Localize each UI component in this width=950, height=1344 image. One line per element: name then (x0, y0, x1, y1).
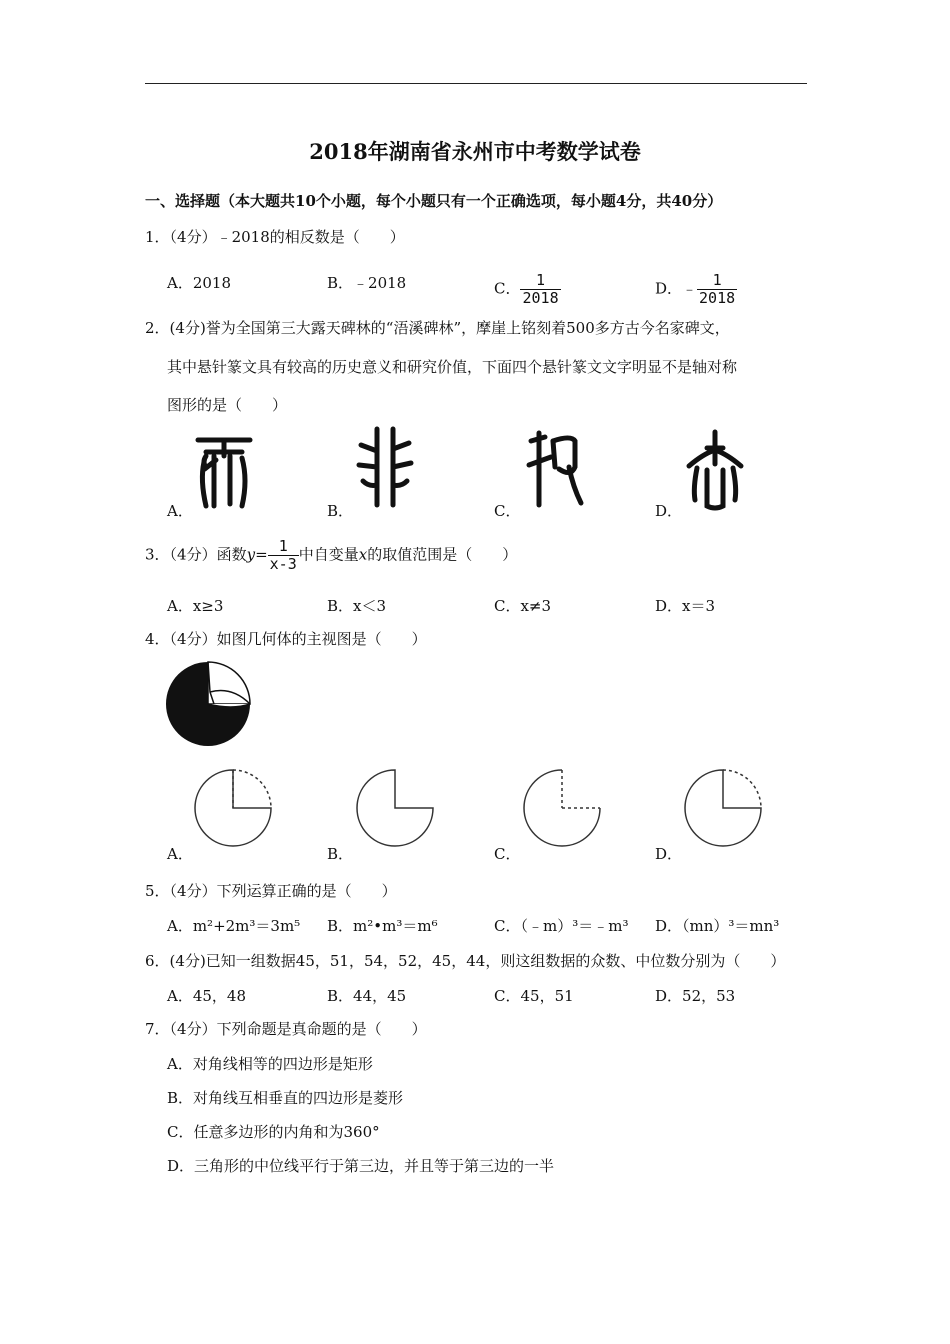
question-1-stem: 1．（4分）﹣2018的相反数是（ ） (145, 228, 405, 246)
seal-glyph-a (192, 430, 256, 510)
q3-option-b: B．x＜3 (327, 597, 387, 615)
q5-option-a: A．m²+2m³＝3m⁵ (167, 917, 301, 935)
question-2-line3: 图形的是（ ） (167, 396, 288, 414)
q4-view-a (190, 765, 280, 851)
seal-glyph-c (525, 427, 589, 512)
seal-glyph-d (683, 428, 747, 512)
question-4-stem: 4．（4分）如图几何体的主视图是（ ） (145, 630, 427, 648)
q3-option-d: D．x＝3 (655, 597, 716, 615)
q6-option-b: B．44，45 (327, 987, 407, 1005)
header-rule (145, 83, 807, 84)
q1-option-d: D．﹣ $\frac{1}{2018}$ (655, 271, 736, 307)
q7-option-b: B．对角线互相垂直的四边形是菱形 (167, 1089, 404, 1107)
q7-option-d: D．三角形的中位线平行于第三边，并且等于第三边的一半 (167, 1157, 555, 1175)
q6-option-a: A．45，48 (167, 987, 247, 1005)
q7-option-a: A．对角线相等的四边形是矩形 (167, 1055, 373, 1073)
page-title: 2018年湖南省永州市中考数学试卷 (309, 139, 641, 164)
q4-option-c: C． (494, 845, 521, 863)
q1-c-fraction: $\frac{1}{2018}$ (522, 271, 559, 307)
q1-d-fraction: $\frac{1}{2018}$ (699, 271, 736, 307)
question-5-stem: 5．（4分）下列运算正确的是（ ） (145, 882, 397, 900)
question-6-stem: 6．(4分)已知一组数据45，51，54，52，45，44，则这组数据的众数、中位数分别为（ ） (145, 952, 786, 970)
q4-option-d: D． (655, 845, 683, 863)
q4-view-c (519, 765, 609, 851)
q6-option-c: C．45，51 (494, 987, 574, 1005)
q3-option-c: C．x≠3 (494, 597, 552, 615)
q4-view-b (352, 765, 442, 851)
q5-option-b: B．m²•m³＝m⁶ (327, 917, 438, 935)
q2-option-c: C． (494, 502, 521, 520)
q3-fraction: $\frac{1}{x-3}$ (269, 537, 297, 573)
q7-option-c: C．任意多边形的内角和为360° (167, 1123, 380, 1141)
q5-option-c: C．（﹣m）³＝﹣m³ (494, 917, 629, 935)
q3-option-a: A．x≥3 (167, 597, 224, 615)
question-3-stem: 3．（4分）函数y= $\frac{1}{x-3}$ 中自变量x的取值范围是（ ） (145, 537, 518, 573)
q2-option-b: B． (327, 502, 354, 520)
q4-option-b: B． (327, 845, 354, 863)
q2-option-d: D． (655, 502, 683, 520)
seal-glyph-b (355, 425, 415, 510)
q1-option-a: A．2018 (167, 274, 232, 292)
solid-figure (162, 658, 254, 748)
q5-option-d: D．（mn）³＝mn³ (655, 917, 780, 935)
q6-option-d: D．52，53 (655, 987, 736, 1005)
q2-option-a: A． (167, 502, 193, 520)
section-heading: 一、选择题（本大题共10个小题，每个小题只有一个正确选项，每小题4分，共40分） (145, 192, 723, 210)
q1-option-c: C． $\frac{1}{2018}$ (494, 271, 559, 307)
question-2-line1: 2．(4分)誉为全国第三大露天碑林的“浯溪碑林”，摩崖上铭刻着500多方古今名家碑文， (145, 319, 730, 337)
q1-option-b: B．﹣2018 (327, 274, 407, 292)
question-2-line2: 其中悬针篆文具有较高的历史意义和研究价值，下面四个悬针篆文文字明显不是轴对称 (167, 358, 738, 376)
q4-option-a: A． (167, 845, 193, 863)
q4-view-d (680, 765, 770, 851)
question-7-stem: 7．（4分）下列命题是真命题的是（ ） (145, 1020, 427, 1038)
